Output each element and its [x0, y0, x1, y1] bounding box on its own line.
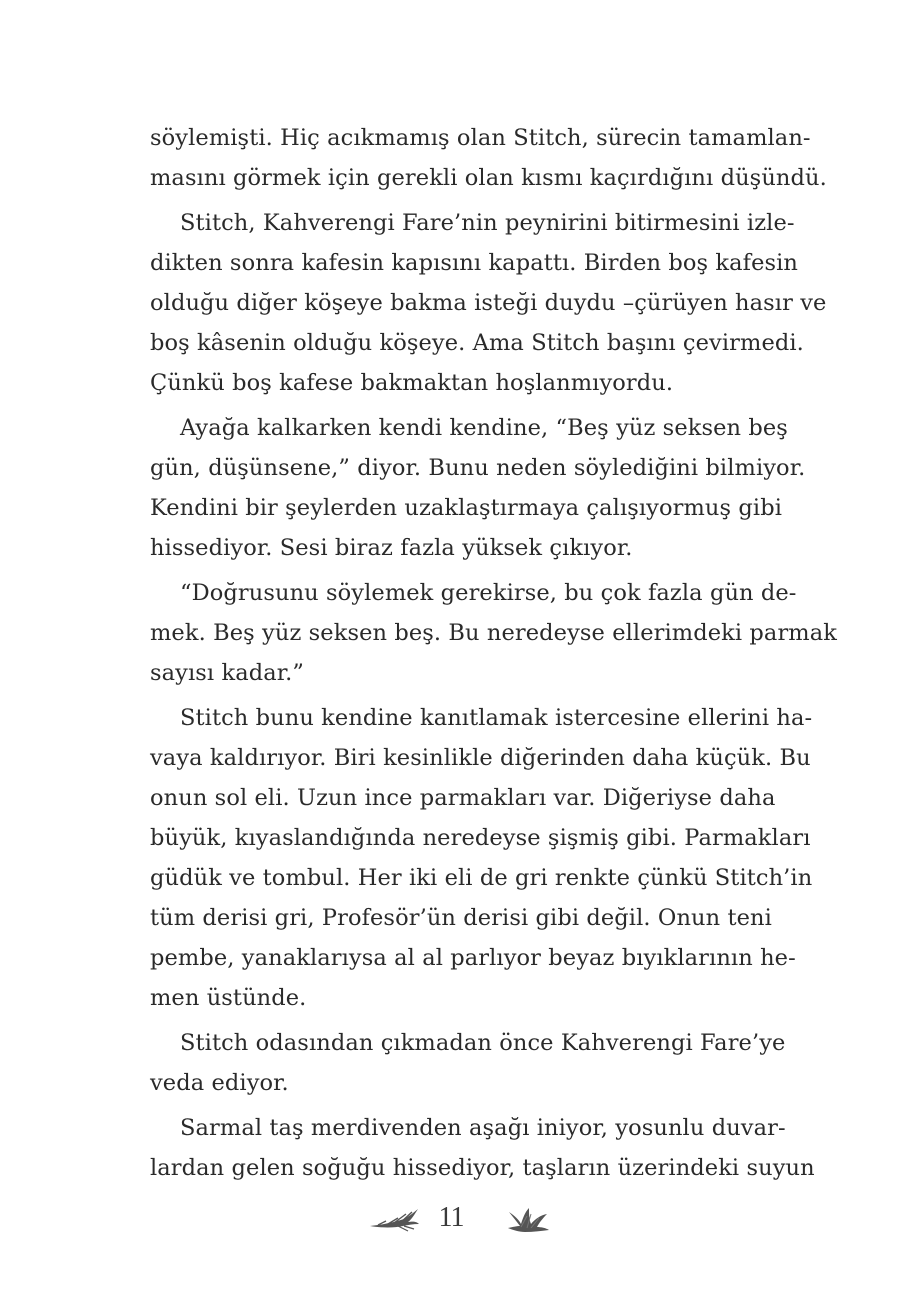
text-line: Stitch, Kahverengi Fare’nin peynirini bitirmesini izle- — [180, 210, 795, 236]
text-line: sayısı kadar.” — [150, 660, 304, 686]
text-line: Sarmal taş merdivenden aşağı iniyor, yosunlu duvar- — [180, 1115, 786, 1141]
text-line: lardan gelen soğuğu hissediyor, taşların üzerindeki suyun — [150, 1155, 815, 1181]
text-line: büyük, kıyaslandığında neredeyse şişmiş gibi. Parmakları — [150, 825, 811, 851]
text-line: söylemişti. Hiç acıkmamış olan Stitch, sürecin tamamlan- — [150, 125, 811, 151]
text-line: boş kâsenin olduğu köşeye. Ama Stitch başını çevirmedi. — [150, 330, 804, 356]
feather-ornament-icon — [368, 1206, 420, 1232]
text-line: gün, düşünsene,” diyor. Bunu neden söylediğini bilmiyor. — [150, 455, 806, 481]
text-line: Ayağa kalkarken kendi kendine, “Beş yüz seksen beş — [180, 415, 788, 441]
paragraph — [150, 408, 806, 568]
text-line: Stitch bunu kendine kanıtlamak istercesine ellerini ha- — [180, 705, 813, 731]
text-line: vaya kaldırıyor. Biri kesinlikle diğerinden daha küçük. Bu — [150, 745, 811, 771]
text-line: Kendini bir şeylerden uzaklaştırmaya çalışıyormuş gibi — [150, 495, 783, 521]
paragraph — [150, 118, 827, 198]
text-line: veda ediyor. — [150, 1070, 289, 1096]
leaf-ornament-icon — [505, 1206, 551, 1236]
text-line: masını görmek için gerekli olan kısmı kaçırdığını düşündü. — [150, 165, 827, 191]
text-line: onun sol eli. Uzun ince parmakları var. Diğeriyse daha — [150, 785, 776, 811]
paragraph — [150, 203, 827, 403]
text-line: tüm derisi gri, Profesör’ün derisi gibi değil. Onun teni — [150, 905, 772, 931]
body-text — [150, 118, 837, 1188]
text-line: “Doğrusunu söylemek gerekirse, bu çok fazla gün de- — [180, 580, 797, 606]
text-line: men üstünde. — [150, 985, 307, 1011]
text-line: güdük ve tombul. Her iki eli de gri renkte çünkü Stitch’in — [150, 865, 813, 891]
text-line: hissediyor. Sesi biraz fazla yüksek çıkıyor. — [150, 535, 633, 561]
paragraph — [150, 573, 837, 693]
text-line: Stitch odasından çıkmadan önce Kahverengi Fare’ye — [180, 1030, 786, 1056]
paragraph — [150, 1108, 815, 1188]
text-line: mek. Beş yüz seksen beş. Bu neredeyse ellerimdeki parmak — [150, 620, 837, 646]
page-footer — [0, 1200, 900, 1250]
page-number: 11 — [438, 1202, 464, 1233]
text-line: Çünkü boş kafese bakmaktan hoşlanmıyordu. — [150, 370, 674, 396]
text-line: pembe, yanaklarıysa al al parlıyor beyaz bıyıklarının he- — [150, 945, 796, 971]
text-line: olduğu diğer köşeye bakma isteği duydu –çürüyen hasır ve — [150, 290, 827, 316]
paragraph — [150, 698, 813, 1018]
text-line: dikten sonra kafesin kapısını kapattı. Birden boş kafesin — [150, 250, 799, 276]
paragraph — [150, 1023, 786, 1103]
